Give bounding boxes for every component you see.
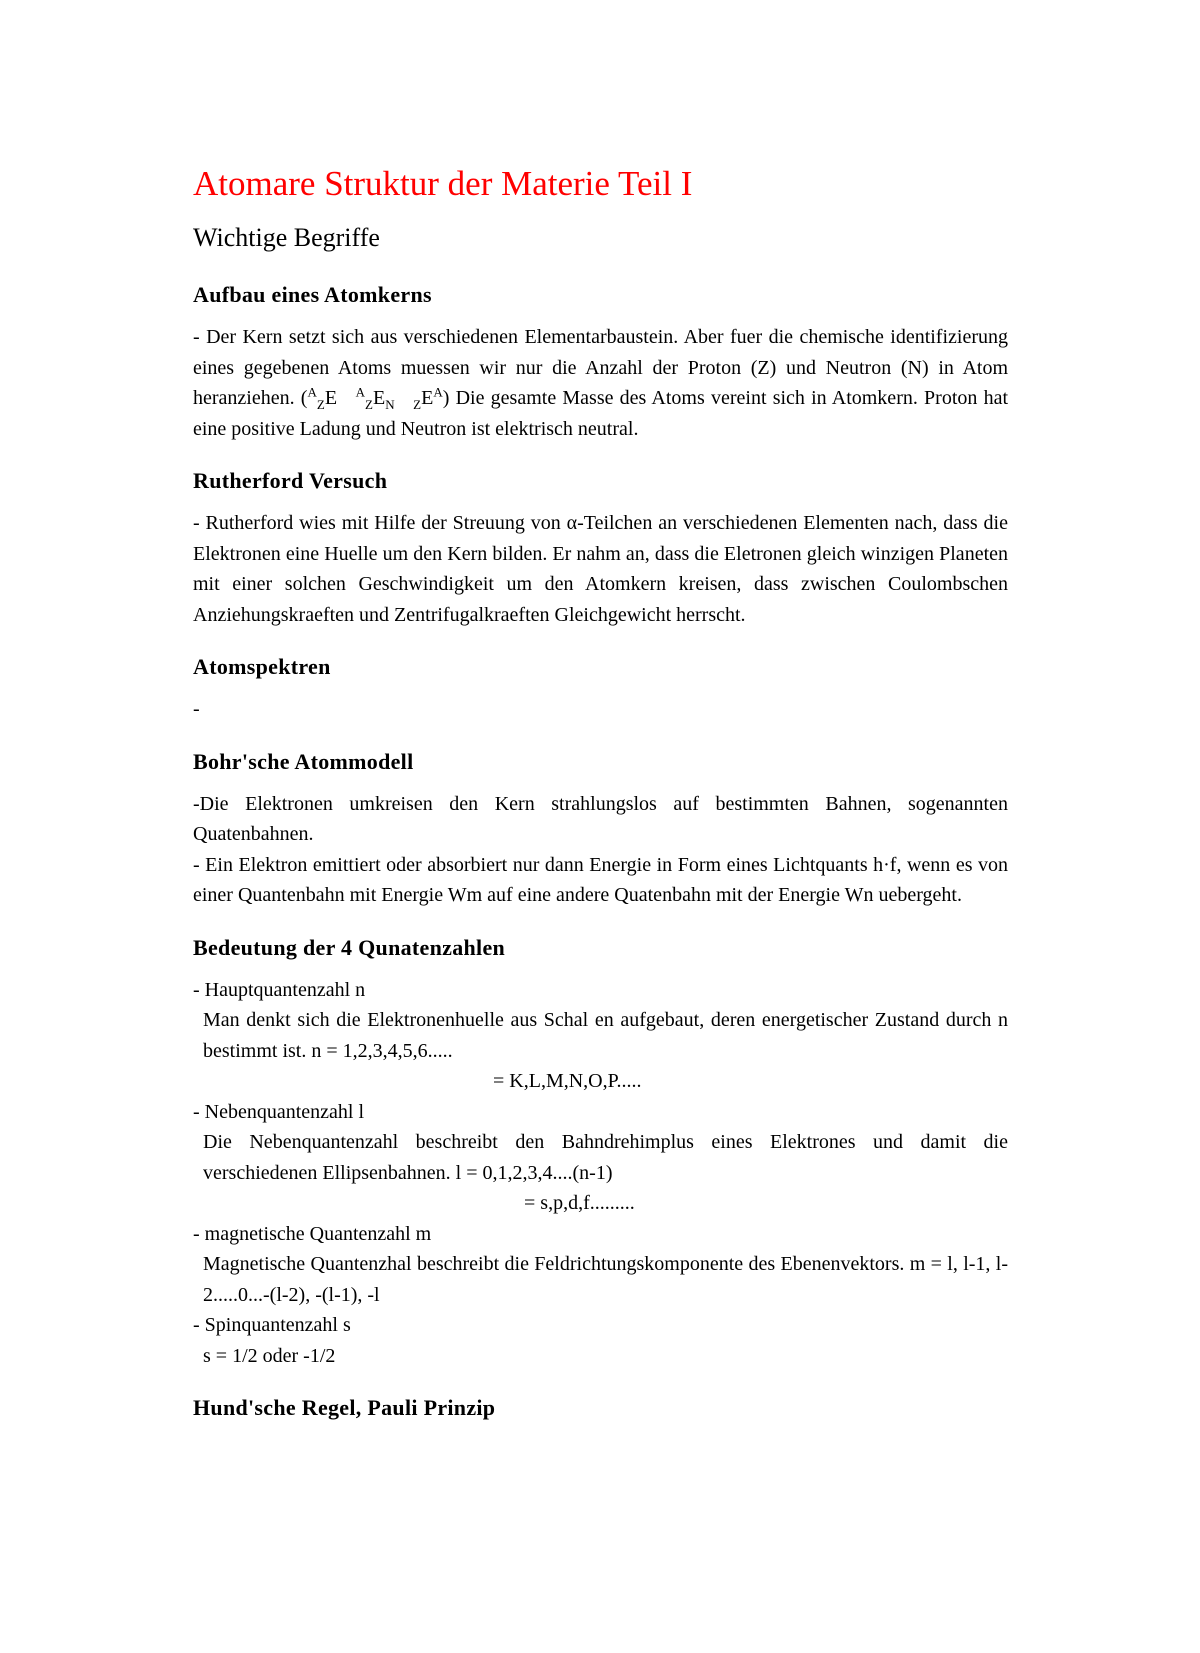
heading-hund: Hund'sche Regel, Pauli Prinzip [193,1395,496,1420]
haupt-equation: = K,L,M,N,O,P..... [493,1070,642,1092]
magn-label: - magnetische Quantenzahl m [193,1222,432,1245]
heading-bohr: Bohr'sche Atommodell [193,748,414,774]
magn-text: Magnetische Quantenzhal beschreibt die Feldrichtungskomponente des Ebenenvektors. m = l, l-1, l-2.....0...-(l-2), -(l-1), -l [203,1253,1008,1306]
neben-label: - Nebenquantenzahl l [193,1100,365,1123]
notation-2-sub: Z [365,397,373,412]
neben-equation: = s,p,d,f......... [524,1192,635,1214]
heading-aufbau: Aufbau eines Atomkerns [193,282,432,307]
haupt-text: Man denkt sich die Elektronenhuelle aus Schal en aufgebaut, deren energetischer Zustand durch n bestimmt ist. n = 1,2,3,4,5,6..... [203,1009,1008,1062]
spin-text: s = 1/2 oder -1/2 [203,1344,336,1367]
notation-3-base: E [421,387,434,409]
notation-3-sup: A [433,384,443,400]
aufbau-text-b: ) Die gesamte Masse des Atoms vereint sich in Atomkern. Proton hat eine positive Ladung und Neutron ist elektrisch neutral. [193,387,1009,440]
heading-atomspektren: Atomspektren [193,654,331,679]
neben-text: Die Nebenquantenzahl beschreibt den Bahndrehimplus eines Elektrones und damit die verschiedenen Ellipsenbahnen. l = 0,1,2,3,4....(n-1) [203,1131,1008,1184]
notation-2-subafter: N [385,397,395,412]
paragraph-rutherford: - Rutherford wies mit Hilfe der Streuung von α-Teilchen an verschiedenen Elementen nach, dass die Elektronen eine Huelle um den Kern bilden. Er nahm an, dass die Eletronen gleich winzigen Planeten mit einer solchen Geschwindigkeit um den Atomkern kreisen, dass zwischen Coulombschen Anziehungskraeften und Zentrifugalkraeften Gleichgewicht herrscht. [193,512,1008,626]
heading-quantenzahlen: Bedeutung der 4 Qunatenzahlen [193,934,506,960]
bohr-line-1: -Die Elektronen umkreisen den Kern strahlungslos auf bestimmten Bahnen, sogenannten Quatenbahnen. [193,792,1008,845]
page-title: Atomare Struktur der Materie Teil I [193,164,693,203]
notation-1-base: E [324,387,338,409]
notation-1-sub: Z [316,397,325,412]
aufbau-text-a: - Der Kern setzt sich aus verschiedenen Elementarbaustein. Aber fuer die chemische identifizierung eines gegebenen Atoms muessen wir nur die Anzahl der Proton (Z) und Neutron (N) in Atom heranziehen. ( [193,326,1008,409]
bohr-line-2: - Ein Elektron emittiert oder absorbiert nur dann Energie in Form eines Lichtquants h·f, wenn es von einer Quantenbahn mit Energie Wm auf eine andere Quatenbahn mit der Energie Wn uebergeht. [193,853,1008,906]
notation-2-sup: A [355,384,366,400]
notation-2-base: E [372,387,386,409]
page-subtitle: Wichtige Begriffe [193,223,380,252]
paragraph-aufbau [193,322,1008,444]
notation-3-sub: Z [413,397,422,412]
document-page [193,150,1008,1423]
heading-rutherford: Rutherford Versuch [193,468,388,493]
notation-1-sup: A [307,384,317,400]
haupt-label: - Hauptquantenzahl n [193,978,366,1001]
paragraph-atomspektren: - [193,698,200,720]
spin-label: - Spinquantenzahl s [193,1314,351,1336]
